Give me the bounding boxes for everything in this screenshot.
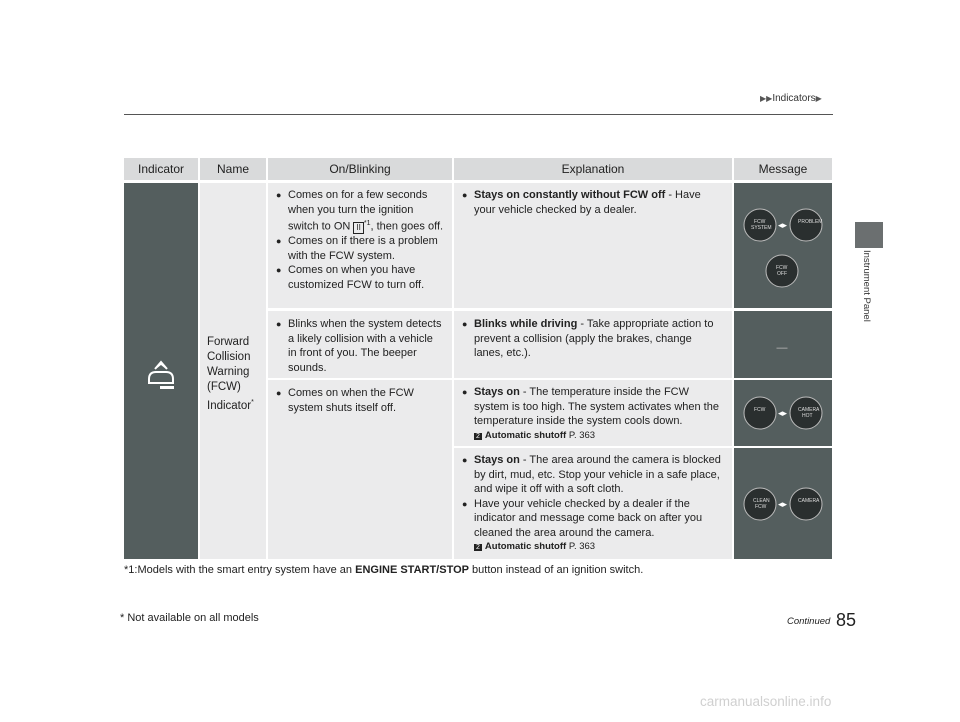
svg-text:FCW: FCW [754,407,766,413]
xref-link[interactable]: 2 Automatic shutoff P. 363 [476,541,596,552]
svg-text:FCW: FCW [755,504,767,510]
no-message-dash: — [776,342,788,354]
watermark: carmanualsonline.info [700,694,832,709]
availability-note: * Not available on all models [120,612,259,624]
svg-text:FCW: FCW [776,265,788,271]
name-line-2: Collision [207,351,251,363]
name-line-3: Warning [207,366,250,378]
ignition-position-icon: II [353,222,363,234]
indicator-cell [124,183,198,559]
row2-on-item: ● Blinks when the system detects a likely collision with a vehicle in front of you. The beeper sounds. [276,317,444,375]
continued-label: Continued [787,616,831,627]
name-line-5: Indicator [207,399,252,412]
fcw-car-warning-icon [144,359,178,393]
name-line-1: Forward [207,336,250,348]
row1-message-cell [734,183,832,308]
svg-text:OFF: OFF [777,271,787,277]
row3-on-cell [268,380,452,559]
name-line-4: (FCW) [207,381,241,393]
svg-text:CLEAN: CLEAN [753,498,770,504]
col-header-indicator: Indicator [124,158,198,180]
svg-text:HOT: HOT [802,413,813,419]
row3-message-cell [734,380,832,446]
svg-text:FCW: FCW [754,219,766,225]
row2-explanation-cell: ● Blinks while driving - Take appropriate action to prevent a collision (apply the brakes, change lanes, etc.). [454,311,732,378]
row1-explanation-cell: ● Stays on constantly without FCW off - Have your vehicle checked by a dealer. [454,183,732,308]
row2-on-cell [268,311,452,378]
row1-on-item: ● Comes on for a few seconds when you turn the ignition switch to ON II $^{*1}$, then goes off. [276,188,444,234]
header-rule [124,114,833,115]
row1-on-item: ● Comes on if there is a problem with the FCW system. [276,234,444,263]
transition-arrow-icon: ◂▸ [778,408,788,418]
gauge-display-icon [734,448,832,559]
row3-explanation-cell: ● Stays on - The temperature inside the FCW system is too high. The system activates when the temperature inside the system cools down. 2 Automatic shutoff P. 363 [454,380,732,446]
svg-text:CAMERA: CAMERA [798,407,820,413]
row4-explanation-cell: ● Stays on - The area around the camera is blocked by dirt, mud, etc. Stop your vehicle in a safe place, and wipe it off with a soft cloth. ● Have your vehicle checked by a dealer if the indicator and message come back on after you cleaned the area around the camera. 2 Automatic shutoff P. 363 [454,448,732,559]
col-header-name: Name [200,158,266,180]
availability-mark: * [251,399,254,406]
transition-arrow-icon: ◂▸ [778,499,788,509]
col-header-on-blinking: On/Blinking [268,158,452,180]
row3-on-item: ● Comes on when the FCW system shuts itself off. [276,386,444,415]
breadcrumb: ▶▶Indicators▶ [760,93,822,104]
section-tab [855,222,883,248]
transition-arrow-icon: ◂▸ [778,220,788,230]
xref-link[interactable]: 2 Automatic shutoff P. 363 [476,429,596,441]
row1-on-item: ● Comes on when you have customized FCW to turn off. [276,263,444,292]
breadcrumb-label: Indicators [772,93,816,104]
section-label: Instrument Panel [861,250,872,322]
footnote: *1:Models with the smart entry system have an ENGINE START/STOP button instead of an ignition switch. [124,564,644,576]
svg-text:CAMERA: CAMERA [798,498,820,504]
page-number: 85 [836,610,857,630]
col-header-explanation: Explanation [454,158,732,180]
col-header-message: Message [734,158,832,180]
name-cell [200,183,266,559]
row4-message-cell [734,448,832,559]
xref-arrow-icon: 2 [476,544,480,551]
svg-text:SYSTEM: SYSTEM [751,225,772,231]
gauge-display-icon [734,183,832,308]
gauge-display-icon [734,380,832,446]
xref-arrow-icon: 2 [476,432,480,440]
row1-on-cell [268,183,452,308]
svg-text:PROBLEM: PROBLEM [798,219,823,225]
